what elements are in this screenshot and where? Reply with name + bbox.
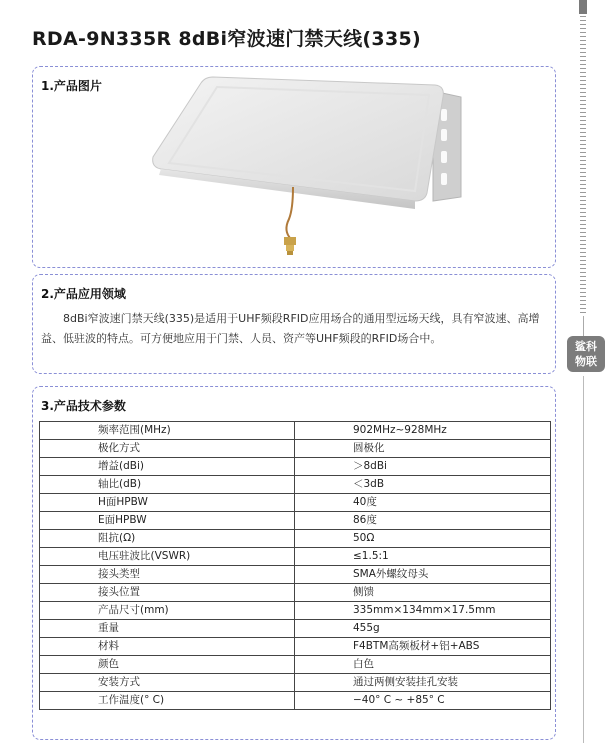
spec-value: 白色 (295, 656, 551, 674)
table-row (40, 458, 551, 476)
spec-value: F4BTM高频板材+铝+ABS (295, 638, 551, 656)
spec-key: 接头位置 (40, 584, 295, 602)
spec-key: 材料 (40, 638, 295, 656)
spec-value: ≤1.5:1 (295, 548, 551, 566)
spec-key: 安装方式 (40, 674, 295, 692)
table-row (40, 674, 551, 692)
table-row (40, 494, 551, 512)
table-row (40, 566, 551, 584)
spec-value: 40度 (295, 494, 551, 512)
spec-value: 圆极化 (295, 440, 551, 458)
spec-key: E面HPBW (40, 512, 295, 530)
spec-key: 极化方式 (40, 440, 295, 458)
spec-key: 重量 (40, 620, 295, 638)
page-title: RDA-9N335R 8dBi窄波速门禁天线(335) (32, 28, 421, 50)
spec-value: 86度 (295, 512, 551, 530)
spec-value: SMA外螺纹母头 (295, 566, 551, 584)
rail-divider-lower (583, 376, 584, 743)
table-row (40, 548, 551, 566)
rail-cap (579, 0, 587, 14)
spec-value: 335mm×134mm×17.5mm (295, 602, 551, 620)
spec-key: 颜色 (40, 656, 295, 674)
spec-key: 产品尺寸(mm) (40, 602, 295, 620)
table-row (40, 602, 551, 620)
table-row (40, 620, 551, 638)
table-row (40, 530, 551, 548)
brand-badge-line1: 鲨科 (575, 340, 597, 353)
table-row (40, 656, 551, 674)
table-row (40, 584, 551, 602)
product-image-section (32, 66, 556, 268)
spec-value: 50Ω (295, 530, 551, 548)
application-description: 8dBi窄波速门禁天线(335)是适用于UHF频段RFID应用场合的通用型远场天线，具有窄波速、高增益、低驻波的特点。可方便地应用于门禁、人员、资产等UHF频段的RFID场合中。 (41, 312, 540, 345)
section-heading-application: 2.产品应用领域 (41, 287, 126, 301)
application-section (32, 274, 556, 374)
table-row (40, 512, 551, 530)
table-row (40, 422, 551, 440)
spec-key: 电压驻波比(VSWR) (40, 548, 295, 566)
table-row (40, 476, 551, 494)
spec-key: 频率范围(MHz) (40, 422, 295, 440)
spec-key: 阻抗(Ω) (40, 530, 295, 548)
brand-badge-line2: 物联 (575, 355, 597, 368)
table-row (40, 638, 551, 656)
antenna-image (143, 69, 503, 265)
spec-value: 455g (295, 620, 551, 638)
rail-stripes (580, 16, 586, 316)
section-heading-image: 1.产品图片 (41, 79, 102, 93)
spec-value: ＜3dB (295, 476, 551, 494)
spec-key: H面HPBW (40, 494, 295, 512)
table-row (40, 692, 551, 710)
spec-value: −40° C ~ +85° C (295, 692, 551, 710)
spec-key: 工作温度(° C) (40, 692, 295, 710)
section-heading-specs: 3.产品技术参数 (41, 399, 126, 413)
specs-table (39, 421, 551, 710)
spec-key: 轴比(dB) (40, 476, 295, 494)
spec-key: 接头类型 (40, 566, 295, 584)
spec-value: ＞8dBi (295, 458, 551, 476)
spec-value: 902MHz~928MHz (295, 422, 551, 440)
brand-badge (567, 336, 605, 372)
spec-key: 增益(dBi) (40, 458, 295, 476)
specs-section (32, 386, 556, 740)
spec-value: 通过两侧安装挂孔安装 (295, 674, 551, 692)
spec-value: 侧馈 (295, 584, 551, 602)
table-row (40, 440, 551, 458)
rail-divider (583, 316, 584, 336)
